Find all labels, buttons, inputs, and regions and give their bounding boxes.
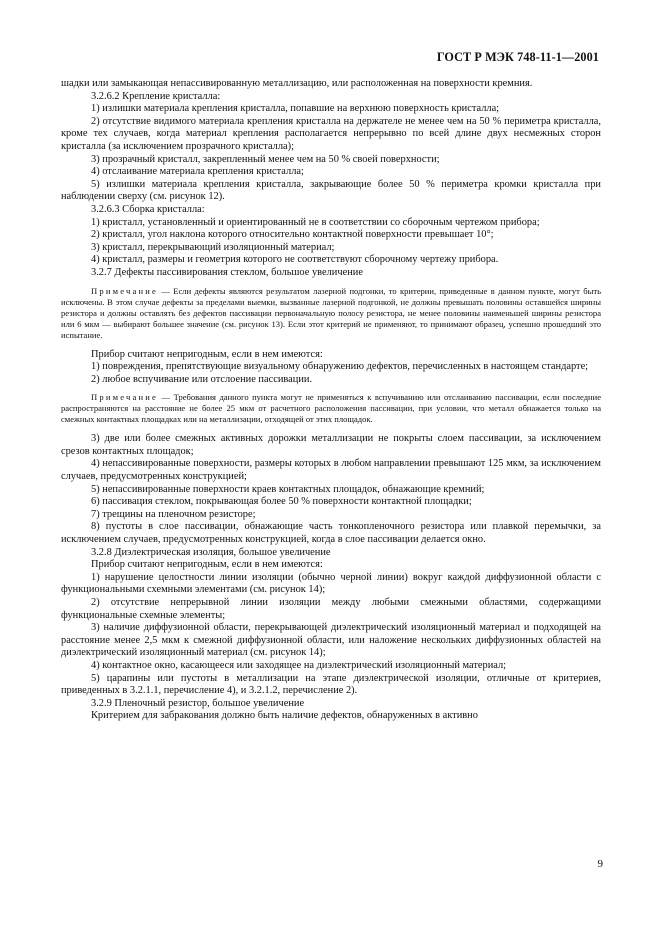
list-item: 1) кристалл, установленный и ориентированный не в соответствии со сборочным чертежом прибора; (91, 216, 540, 228)
list-item: 3) прозрачный кристалл, закрепленный менее чем на 50 % своей поверхности; (91, 153, 440, 165)
list-item: 6) пассивация стеклом, покрывающая более 50 % поверхности контактной площадки; (91, 496, 472, 508)
paragraph: шадки или замыкающая непассивированную металлизацию, или расположенная на поверхности кремния. (61, 78, 533, 89)
section-heading: 3.2.9 Пленочный резистор, большое увеличение (91, 697, 305, 709)
paragraph: Прибор считают непригодным, если в нем имеются: (91, 559, 323, 571)
list-item: 3) две или более смежных активных дорожки металлизации не покрыты слоем пассивации, за исключением срезов контактных площадок; (61, 433, 601, 457)
paragraph: Прибор считают непригодным, если в нем имеются: (91, 348, 323, 360)
section-heading: 3.2.6.3 Сборка кристалла: (91, 203, 205, 215)
note-block (61, 286, 601, 341)
list-item: 2) кристалл, угол наклона которого относительно контактной поверхности превышает 10°; (91, 229, 494, 241)
note-text: — Требования данного пункта могут не применяться к вспучиванию или отслаиванию пассивации, если последние распространяются на расстояние не более 25 мкм от расчетного расположения пассивации, при условии, что металл обнажается только на смежных контактных площадках или на металлизации, отходящей от этих площадок. (61, 392, 601, 425)
list-item: 5) царапины или пустоты в металлизации на этапе диэлектрической изоляции, отличные от критериев, приведенных в 3.2.1.1, перечисление 4), и 3.2.1.2, перечисление 2). (61, 672, 601, 697)
section-heading: 3.2.7 Дефекты пассивирования стеклом, большое увеличение (91, 266, 363, 278)
list-item: 3) наличие диффузионной области, перекрывающей диэлектрический изоляционный материал и подходящей на расстояние менее 2,5 мкм к смежной диффузионной области, или наложение нескольких диффузионных областей на диэлектрический изоляционный материал (см. рисунок 14); (61, 622, 601, 659)
note-label: Примечание (91, 392, 159, 403)
paragraph: Критерием для забракования должно быть наличие дефектов, обнаруженных в активно (91, 710, 478, 722)
page-number: 9 (597, 858, 603, 870)
list-item: 2) любое вспучивание или отслоение пассивации. (91, 373, 313, 385)
section-heading: 3.2.8 Диэлектрическая изоляция, большое увеличение (91, 546, 331, 558)
list-item: 1) нарушение целостности линии изоляции (обычно черной линии) вокруг каждой диффузионной области с функциональными схемными элементами (см. рисунок 14); (61, 571, 601, 596)
note-label: Примечание (91, 285, 159, 296)
list-item: 1) излишки материала крепления кристалла, попавшие на верхнюю поверхность кристалла; (91, 103, 500, 115)
list-item: 4) контактное окно, касающееся или заходящее на диэлектрический изоляционный материал; (91, 659, 507, 671)
list-item: 5) излишки материала крепления кристалла, закрывающие более 50 % периметра кромки кристалла при наблюдении сверху (см. рисунок 12). (61, 178, 601, 203)
list-item: 7) трещины на пленочном резисторе; (91, 508, 256, 520)
list-item: 2) отсутствие непрерывной линии изоляции между любыми смежными областями, содержащими функциональные схемные элементы; (61, 597, 601, 621)
list-item: 4) отслаивание материала крепления кристалла; (91, 166, 304, 178)
list-item: 4) непассивированные поверхности, размеры которых в любом направлении превышают 125 мкм, за исключением случаев, предусмотренных конструкцией; (61, 458, 601, 483)
list-item: 3) кристалл, перекрывающий изоляционный материал; (91, 241, 335, 253)
list-item: 8) пустоты в слое пассивации, обнажающие часть тонкопленочного резистора или плавкой перемычки, за исключением случаев, предусмотренных конструкцией, когда в слое пассивации делается окно. (61, 521, 601, 546)
list-item: 2) отсутствие видимого материала крепления кристалла на держателе не менее чем на 50 % периметра кристалла, кроме тех случаев, когда материал крепления располагается непрерывно по всей длине двух несмежных сторон кристалла (за исключением прозрачного кристалла); (61, 115, 601, 152)
list-item: 1) повреждения, препятствующие визуальному обнаружению дефектов, перечисленных в настоящем стандарте; (91, 361, 589, 373)
list-item: 5) непассивированные поверхности краев контактных площадок, обнажающие кремний; (91, 483, 485, 495)
standard-header: ГОСТ Р МЭК 748-11-1—2001 (436, 50, 599, 64)
note-block (61, 392, 601, 425)
page-body (61, 78, 601, 723)
note-text: — Если дефекты являются результатом лазерной подгонки, то критерии, приведенные в данном пункте, могут быть исключены. В этом случае дефекты за пределами выемки, вызванные лазерной подгонкой, не должны превышать половины оставшейся ширины резистора и должны оставлять без дефектов пассивации первоначальную полосу резистора, не менее половины наименьшей ширины резистора или 6 мкм — выбирают большее значение (см. рисунок 13). Если этот критерий не применяют, то принимают образец, успешно прошедший это испытание. (61, 285, 601, 340)
section-heading: 3.2.6.2 Крепление кристалла: (91, 90, 221, 102)
list-item: 4) кристалл, размеры и геометрия которого не соответствуют сборочному чертежу прибора. (91, 254, 499, 266)
